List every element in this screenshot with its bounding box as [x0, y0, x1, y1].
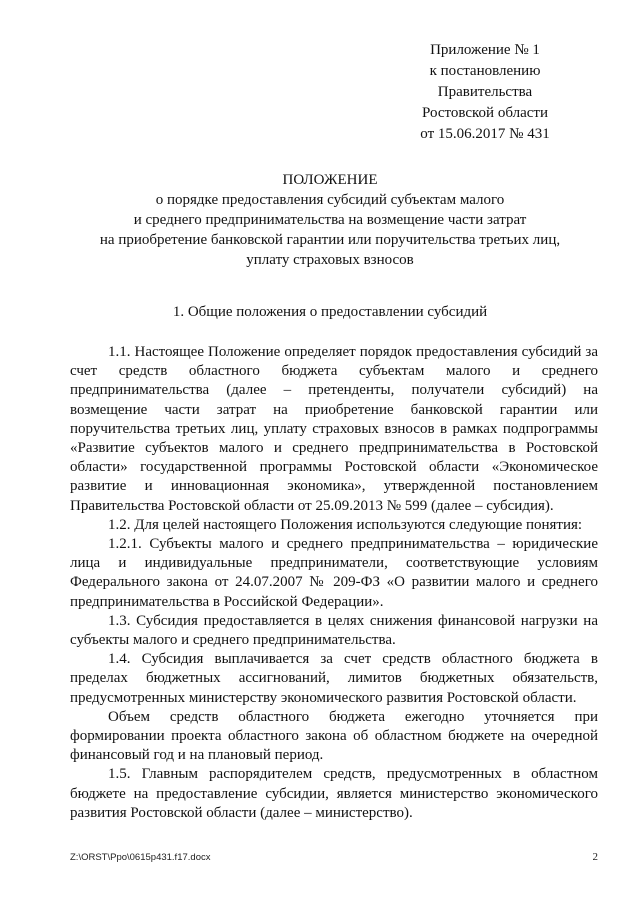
- annex-line-date-number: от 15.06.2017 № 431: [420, 126, 550, 142]
- page-number: 2: [592, 851, 598, 863]
- title-line: уплату страховых взносов: [246, 252, 414, 268]
- paragraph-1-2: 1.2. Для целей настоящего Положения используются следующие понятия:: [108, 516, 583, 533]
- section-heading: 1. Общие положения о предоставлении субсидий: [172, 304, 488, 320]
- document-body: [70, 343, 598, 823]
- annex-line-title: Приложение № 1: [430, 42, 540, 58]
- title-line: и среднего предпринимательства на возмещение части затрат: [133, 212, 527, 228]
- footer-file-path: Z:\ORST\Ppo\0615p431.f17.docx: [70, 852, 211, 863]
- title-line: на приобретение банковской гарантии или поручительства третьих лиц,: [99, 232, 561, 248]
- annex-line-resolution: к постановлению: [429, 63, 541, 79]
- annex-block: [385, 40, 585, 145]
- title-line: ПОЛОЖЕНИЕ: [282, 172, 378, 188]
- paragraph-1-1: 1.1. Настоящее Положение определяет порядок предоставления субсидий за счет средств областного бюджета субъектам малого и среднего предпринимательства (далее – претенденты, получатели субсидий) на возмещение части затрат на приобретение банковской гарантии или поручительства третьих лиц, уплату страховых взносов в рамках подпрограммы «Развитие субъектов малого и среднего предпринимательства в Ростовской области» государственной программы Ростовской области «Экономическое развитие и инновационная экономика», утвержденной постановлением Правительства Ростовской области от 25.09.2013 № 599 (далее – субсидия).: [70, 344, 598, 514]
- paragraph-1-3: 1.3. Субсидия предоставляется в целях снижения финансовой нагрузки на субъекты малого и среднего предпринимательства.: [70, 612, 598, 649]
- paragraph-budget-volume: Объем средств областного бюджета ежегодно уточняется при формировании проекта областного закона об областном бюджете на очередной финансовый год и на плановый период.: [70, 708, 598, 764]
- paragraph-1-4: 1.4. Субсидия выплачивается за счет средств областного бюджета в пределах бюджетных ассигнований, лимитов бюджетных обязательств, предусмотренных министерству экономического развития Ростовской области.: [70, 651, 598, 706]
- annex-line-government: Правительства: [437, 84, 533, 100]
- document-title: [70, 170, 590, 270]
- paragraph-1-5: 1.5. Главным распорядителем средств, предусмотренных в областном бюджете на предоставление субсидии, является министерство экономического развития Ростовской области (далее – министерство).: [70, 766, 598, 821]
- title-line: о порядке предоставления субсидий субъектам малого: [155, 192, 505, 208]
- paragraph-1-2-1: 1.2.1. Субъекты малого и среднего предпринимательства – юридические лица и индивидуальные предприниматели, соответствующие условиям Федерального закона от 24.07.2007 № 209-ФЗ «О развитии малого и среднего предпринимательства в Российской Федерации».: [70, 536, 598, 610]
- annex-line-region: Ростовской области: [422, 105, 548, 121]
